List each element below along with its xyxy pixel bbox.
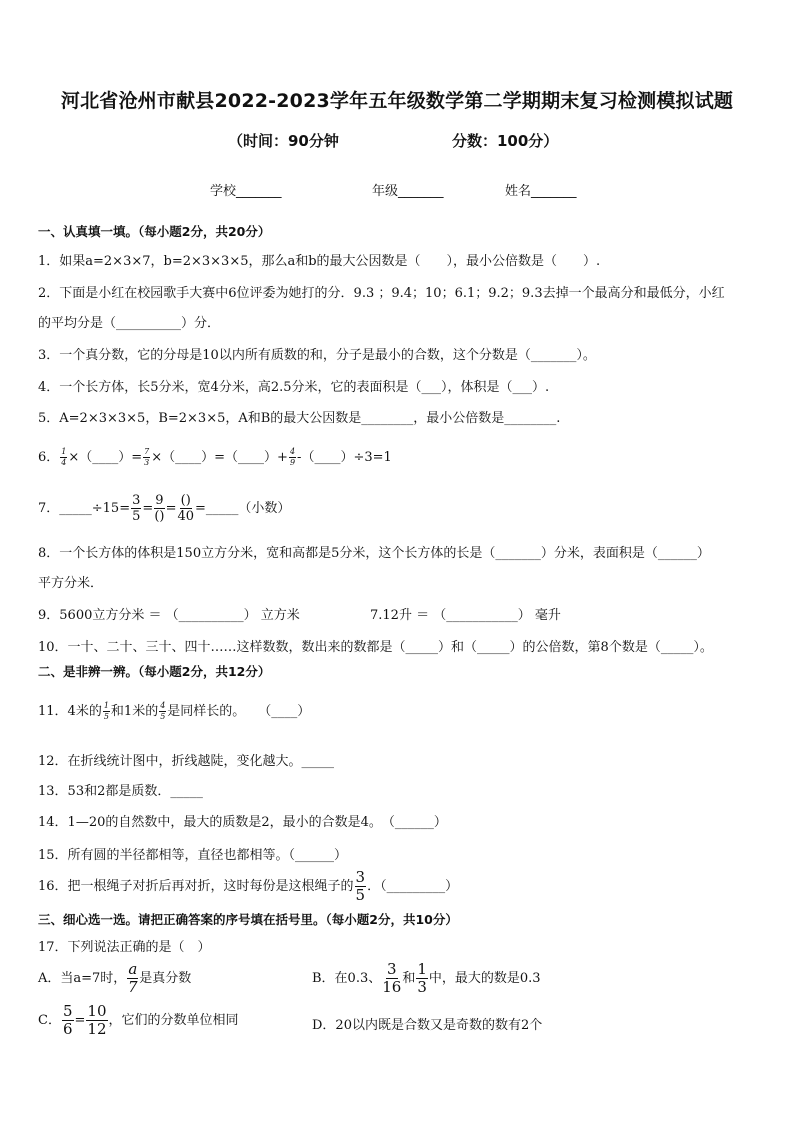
question-2-line1: 2．下面是小红在校园歌手大赛中6位评委为她打的分．9.3 ；9.4；10；6.1；9.2；9.3去掉一个最高分和最低分，小红 [38,286,725,301]
question-9-part2: 7.12升 ＝ （___________） 毫升 [370,608,561,623]
fraction: $\frac{a}{7}$ [128,960,138,996]
fraction: $\frac{9}{()}$ [154,493,165,524]
question-13: 13．53和2都是质数．_____ [38,784,203,799]
school-field: 学校_______ [210,184,282,199]
question-3: 3．一个真分数，它的分母是10以内所有质数的和，分子是最小的合数，这个分数是（_______）。 [38,348,596,363]
question-1: 1．如果a=2×3×7，b=2×3×3×5，那么a和b的最大公因数是（ ），最小公倍数是（ ）. [38,254,601,269]
q16-text: 16．把一根绳子对折后再对折，这时每份是这根绳子的 [38,879,354,894]
question-10: 10．一十、二十、三十、四十……这样数数，数出来的数都是（_____）和（_____）的公倍数，第8个数是（_____）。 [38,640,713,655]
option-c [38,1004,239,1037]
option-a-text: 是真分数 [139,971,192,986]
fraction: $\frac{3}{5}$ [355,868,366,904]
q7-text: 7．_____÷15= [38,501,131,516]
question-4: 4．一个长方体，长5分米，宽4分米，高2.5分米，它的表面积是（___），体积是（___）. [38,380,550,395]
section-heading-2: 二、是非辨一辨。（每小题2分，共12分） [38,664,271,679]
q11-text: 是同样长的。 （____） [167,704,311,719]
page-title: 河北省沧州市献县2022-2023学年五年级数学第二学期期末复习检测模拟试题 [60,90,734,112]
question-16 [38,870,458,903]
question-2-line2: 的平均分是（__________）分． [38,316,221,331]
grade-field: 年级_______ [372,184,444,199]
option-b-text: 中，最大的数是0.3 [428,971,541,986]
question-15: 15．所有圆的半径都相等，直径也都相等。（______） [38,848,348,863]
fraction: $\frac{10}{12}$ [87,1002,107,1038]
option-c-text: ，它们的分数单位相同 [108,1013,239,1028]
fraction: $\frac{4}{9}$ [289,447,296,467]
q16-text: ．（_________） [367,879,459,894]
q6-text: ×（____）=（____）+ [151,450,288,465]
exam-time: （时间：90分钟 [228,132,339,150]
q6-text: -（____）÷3=1 [297,450,392,465]
fraction: $\frac{()}{40}$ [177,493,195,524]
q7-text: = [142,501,154,516]
question-8-line2: 平方分米． [38,576,104,591]
option-b-text: B．在0.3、 [312,971,382,986]
option-a [38,962,191,995]
question-11 [38,700,310,721]
q11-text: 11．4米的 [38,704,102,719]
exam-score: 分数：100分） [452,132,559,150]
fraction: $\frac{1}{5}$ [103,701,109,721]
q6-text: ×（____）= [68,450,143,465]
name-field: 姓名_______ [505,184,577,199]
fraction: $\frac{3}{16}$ [382,960,402,996]
fraction: $\frac{1}{3}$ [417,960,427,996]
question-5: 5．A=2×3×3×5，B=2×3×5，A和B的最大公因数是________，最小公倍数是________. [38,411,561,426]
option-d: D．20以内既是合数又是奇数的数有2个 [312,1018,543,1033]
option-a-text: A．当a=7时， [38,971,127,986]
fraction: $\frac{3}{5}$ [132,493,141,524]
question-7 [38,494,290,523]
fraction: $\frac{4}{5}$ [160,701,166,721]
question-12: 12．在折线统计图中，折线越陡，变化越大。_____ [38,754,335,769]
section-heading-3: 三、细心选一选。请把正确答案的序号填在括号里。（每小题2分，共10分） [38,912,458,927]
q11-text: 和1米的 [110,704,159,719]
option-c-text: C． [38,1013,61,1028]
option-c-text: = [74,1013,86,1028]
fraction: $\frac{7}{3}$ [144,447,150,467]
fraction: $\frac{1}{4}$ [61,447,67,467]
section-heading-1: 一、认真填一填。（每小题2分，共20分） [38,224,271,239]
option-b-text: 和 [402,971,416,986]
q7-text: = [165,501,177,516]
option-b [312,962,541,995]
question-6 [38,446,392,467]
question-8-line1: 8．一个长方体的体积是150立方分米，宽和高都是5分米，这个长方体的长是（_______）分米，表面积是（______） [38,546,710,561]
q6-number: 6． [38,450,60,465]
q7-text: =_____（小数） [195,501,291,516]
question-17: 17．下列说法正确的是（ ） [38,940,211,955]
question-14: 14．1—20的自然数中，最大的质数是2，最小的合数是4。 （______） [38,815,447,830]
question-9-part1: 9．5600立方分米 ＝ （__________） 立方米 [38,608,300,623]
fraction: $\frac{5}{6}$ [62,1002,73,1038]
